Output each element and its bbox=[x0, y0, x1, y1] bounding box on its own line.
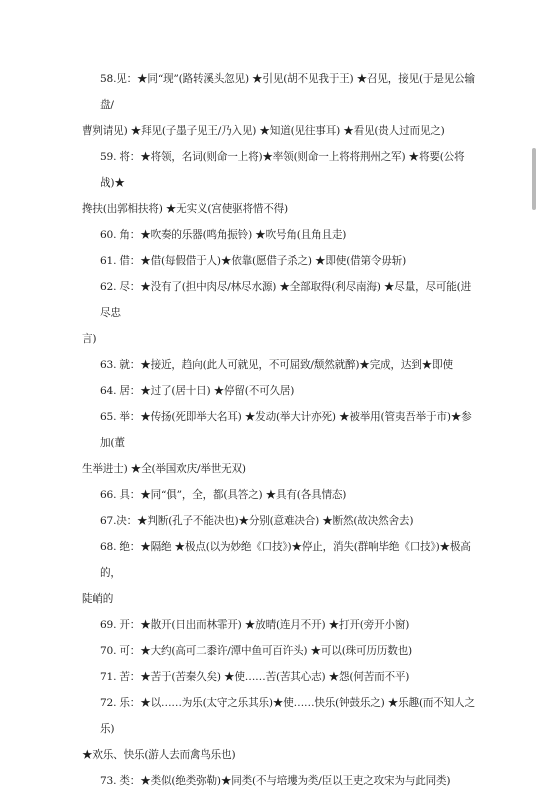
entry-line: 71. 苦：★苦于(苦秦久矣) ★使……苦(苦其心志) ★怨(何苦而不平) bbox=[100, 671, 410, 683]
entry-line: 陡峭的 bbox=[82, 593, 114, 605]
entry-68 bbox=[82, 534, 477, 612]
entry-line: 59. 将：★将领，名词(则命一上将)★率领(则命一上将将荆州之军) ★将要(公将战)★ bbox=[100, 151, 465, 189]
entry-line: 搀扶(出郭相扶将) ★无实义(宫使驱将惜不得) bbox=[82, 203, 288, 215]
entry-60 bbox=[82, 222, 477, 248]
entry-line: 70. 可：★大约(高可二黍许/潭中鱼可百许头) ★可以(珠可历历数也) bbox=[100, 645, 412, 657]
entry-66 bbox=[82, 482, 477, 508]
entry-line: 69. 开：★散开(日出而林霏开) ★放晴(连月不开) ★打开(旁开小窗) bbox=[100, 619, 410, 631]
entry-62 bbox=[82, 274, 477, 352]
entry-64 bbox=[82, 378, 477, 404]
entry-line: 61. 借：★借(每假借于人)★依靠(愿借子杀之) ★即使(借第令毋斩) bbox=[100, 255, 407, 267]
entry-63 bbox=[82, 352, 477, 378]
entry-73 bbox=[82, 768, 477, 794]
entry-line: 72. 乐：★以……为乐(太守之乐其乐)★使……快乐(钟鼓乐之) ★乐趣(而不知人之乐) bbox=[100, 697, 475, 735]
entry-line: 66. 具：★同“俱”，全，都(具答之) ★具有(各具情态) bbox=[100, 489, 347, 501]
entry-line: 言) bbox=[82, 333, 97, 345]
entry-69 bbox=[82, 612, 477, 638]
entry-line: 曹刿请见) ★拜见(子墨子见王/乃入见) ★知道(见往事耳) ★看见(贵人过而见之) bbox=[82, 125, 445, 137]
entry-line: 68. 绝：★隔绝 ★极点(以为妙绝《口技》)★停止，消失(群响毕绝《口技》)★极高的， bbox=[100, 541, 471, 579]
entry-line: 65. 举：★传扬(死即举大名耳) ★发动(举大计亦死) ★被举用(管夷吾举于市)★参加(董 bbox=[100, 411, 472, 449]
entry-line: 64. 居：★过了(居十日) ★停留(不可久居) bbox=[100, 385, 295, 397]
entry-line: 67.决：★判断(孔子不能决也)★分别(意难决合) ★断然(故决然舍去) bbox=[100, 515, 414, 527]
entry-58 bbox=[82, 66, 477, 144]
entry-71 bbox=[82, 664, 477, 690]
entry-59 bbox=[82, 144, 477, 222]
entry-line: 60. 角：★吹奏的乐器(鸣角振铃) ★吹号角(且角且走) bbox=[100, 229, 347, 241]
entry-61 bbox=[82, 248, 477, 274]
entry-line: 62. 尽：★没有了(担中肉尽/林尽水源) ★全部取得(利尽南海) ★尽量，尽可能(进尽忠 bbox=[100, 281, 471, 319]
entry-72 bbox=[82, 690, 477, 768]
entry-65 bbox=[82, 404, 477, 482]
entry-line: ★欢乐、快乐(游人去而禽鸟乐也) bbox=[82, 749, 236, 761]
scrollbar-thumb[interactable] bbox=[532, 148, 536, 210]
entry-70 bbox=[82, 638, 477, 664]
entry-list bbox=[82, 66, 477, 794]
entry-line: 生举进士) ★全(举国欢庆/举世无双) bbox=[82, 463, 246, 475]
entry-67 bbox=[82, 508, 477, 534]
entry-line: 58.见：★同“现”(路转溪头忽见) ★引见(胡不见我于王) ★召见，接见(于是见公输盘/ bbox=[100, 73, 475, 111]
entry-line: 73. 类：★类似(绝类弥勒)★同类(不与培塿为类/臣以王吏之攻宋为与此同类) bbox=[100, 775, 451, 787]
entry-line: 63. 就：★接近，趋向(此人可就见，不可屈致/颓然就醉)★完成，达到★即使 bbox=[100, 359, 453, 371]
